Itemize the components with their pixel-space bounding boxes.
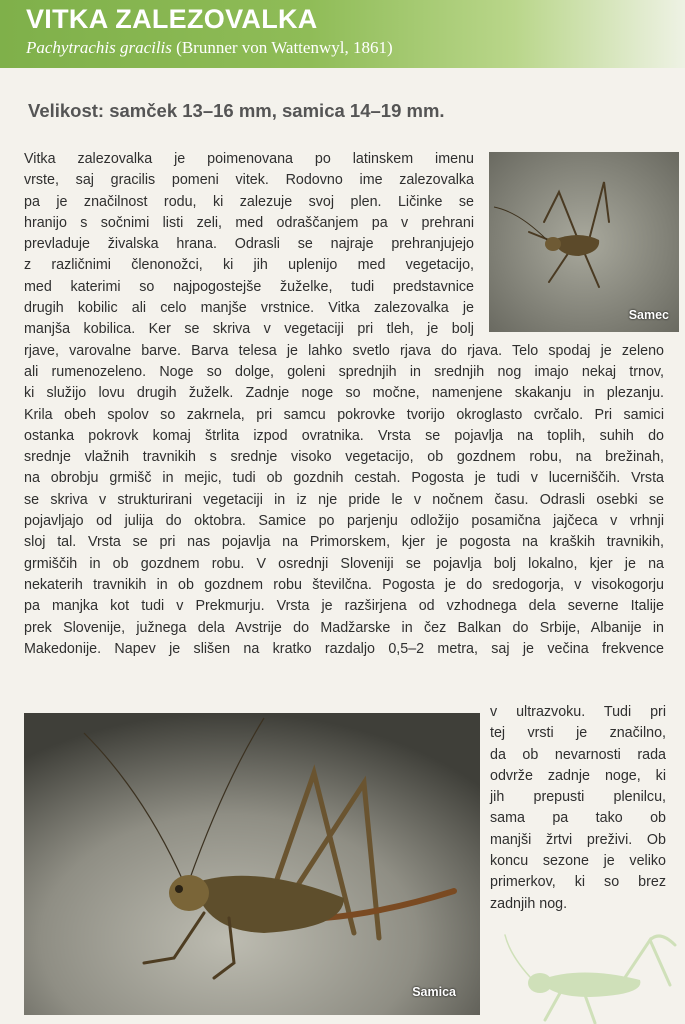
body-line: grmiščih in ob gozdnem robu. V osrednji Sloveniji se pojavlja bolj lokalno, kjer je na xyxy=(24,555,664,572)
grasshopper-silhouette-icon xyxy=(500,925,685,1024)
side-line: primerkov, ki so brez xyxy=(490,874,666,891)
side-line: jih prepusti plenilcu, xyxy=(490,789,666,806)
side-line: da ob nevarnosti rada xyxy=(490,746,666,763)
latin-name: Pachytrachis gracilis xyxy=(26,38,172,57)
body-line: nekaterih travnikih in ob gozdnem robu številčna. Pogosta je do sredogorja, v visokogorju xyxy=(24,576,664,593)
size-heading: Velikost: samček 13–16 mm, samica 14–19 mm. xyxy=(28,100,445,121)
body-line: rjave, varovalne barve. Barva telesa je lahko svetlo rjava do rjava. Telo spodaj je zeleno xyxy=(24,342,664,359)
side-text xyxy=(490,702,666,915)
side-line: zadnjih nog. xyxy=(490,895,568,912)
body-line: manjša kobilica. Ker se skriva v vegetaciji pri tleh, je bolj xyxy=(24,321,474,338)
body-line: ki služijo lovu drugih žuželk. Zadnje noge so močne, namenjene skakanju in plezanju. xyxy=(24,385,664,402)
body-line: pa je značilnost rodu, ki zalezuje svoj plen. Ličinke se xyxy=(24,193,474,210)
body-line: na obrobju grmišč in mejic, tudi ob gozdnih cestah. Pogosta je tudi v lucerniščih. Vrsta xyxy=(24,470,664,487)
body-text xyxy=(24,149,664,660)
female-photo xyxy=(24,713,480,1015)
side-line: v ultrazvoku. Tudi pri xyxy=(490,704,666,720)
body-line: Makedonije. Napev je slišen na kratko razdaljo 0,5–2 metra, saj je večina frekvence xyxy=(24,640,664,657)
side-line: koncu sezone je veliko xyxy=(490,853,666,870)
body-line: Vitka zalezovalka je poimenovana po latinskem imenu xyxy=(24,151,474,167)
species-author: (Brunner von Wattenwyl, 1861) xyxy=(176,38,393,57)
female-photo-caption: Samica xyxy=(412,985,456,999)
side-line: odvrže zadnje noge, ki xyxy=(490,767,666,784)
page-title: VITKA ZALEZOVALKA xyxy=(26,4,318,34)
body-line: ali rumenozeleno. Noge so dolge, goleni sprednjih in srednjih nog imajo nekaj trnov, xyxy=(24,363,664,380)
body-line: ostanka pokrovk komaj štrlita izpod ovratnika. Vrsta se pojavlja na toplih, suhih do xyxy=(24,427,664,444)
female-insect-illustration xyxy=(24,713,480,1015)
body-line: se skriva v strukturirani vegetaciji in iz nje pride le v nočnem času. Odrasli osebki se xyxy=(24,491,664,508)
body-line: Krila obeh spolov so zakrnela, pri samcu pokrovke tvorijo okroglasto cvrčalo. Pri samici xyxy=(24,406,664,423)
body-line: z različnimi členonožci, ki jih uplenijo med vegetacijo, xyxy=(24,257,474,274)
body-line: sloj tal. Vrsta se pri nas pojavlja na Primorskem, kjer je pogosta na kraških travnikih, xyxy=(24,534,664,551)
side-line: manjši žrtvi preživi. Ob xyxy=(490,831,666,848)
header-band xyxy=(0,0,685,68)
species-subtitle xyxy=(26,38,393,58)
body-line: drugih kobilic ali celo manjše vrstnice. Vitka zalezovalka je xyxy=(24,300,474,317)
body-line: prevladuje živalska hrana. Odrasli se najraje prehranjujejo xyxy=(24,236,474,253)
male-photo-caption: Samec xyxy=(628,308,669,322)
body-line: vrste, saj gracilis pomeni vitek. Rodovno ime zalezovalka xyxy=(24,172,474,189)
body-line: prek Slovenije, južnega dela Avstrije do Madžarske in čez Balkan do Srbije, Albanije in xyxy=(24,619,664,636)
side-line: sama pa tako ob xyxy=(490,810,666,827)
body-line: pa manjka kot tudi v Prekmurju. Vrsta je razširjena od vzhodnega dela severne Italije xyxy=(24,598,664,615)
body-line: pojavljajo od julija do oktobra. Samice po parjenju odložijo posamična jajčeca v vrhnji xyxy=(24,513,664,530)
body-line: hranijo s sočnimi listi zeli, med odraščanjem pa v prehrani xyxy=(24,214,474,231)
body-line: srednje vlažnih travnikih s srednje visoko vegetacijo, ob gozdnem robu, na brežinah, xyxy=(24,449,664,466)
side-line: tej vrsti je značilno, xyxy=(490,725,666,742)
body-line: med katerimi so najpogostejše žuželke, tudi predstavnice xyxy=(24,278,474,295)
